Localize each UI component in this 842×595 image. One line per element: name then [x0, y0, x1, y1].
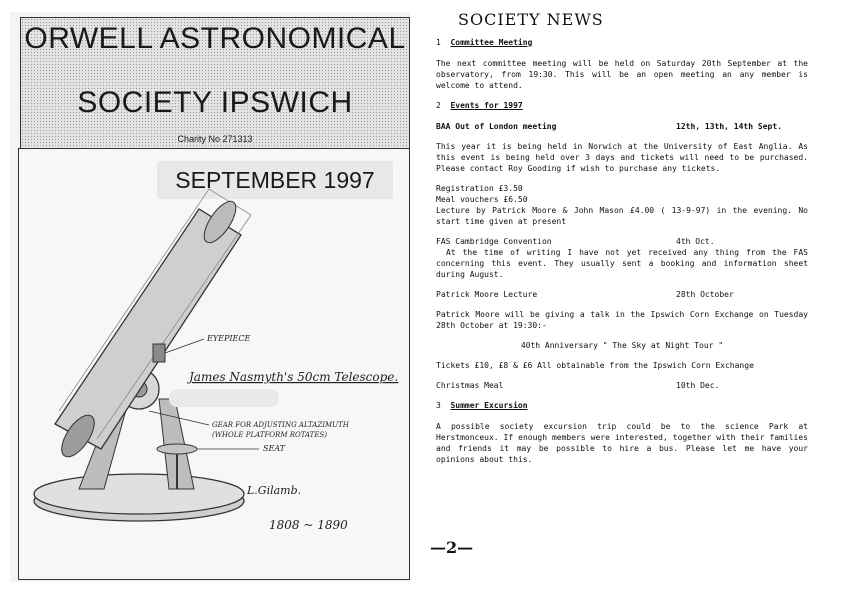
newsletter-cover — [10, 12, 410, 582]
anniversary-tour: 40th Anniversary " The Sky at Night Tour " — [520, 341, 724, 350]
event-patrick-moore — [436, 289, 808, 300]
event-name: BAA Out of London meeting — [436, 122, 557, 131]
nasmyth-dates: 1808 ~ 1890 — [269, 518, 348, 532]
news-title: SOCIETY NEWS — [458, 10, 604, 29]
event-name: FAS Cambridge Convention — [436, 237, 552, 246]
fas-paragraph: At the time of writing I have not yet received any thing from the FAS concerning this event. They usually sent a booking and information sheet during August. — [436, 248, 808, 279]
section-number: 2 — [436, 101, 441, 110]
event-date: 4th Oct. — [676, 237, 715, 246]
section-number: 3 — [436, 401, 441, 410]
event-baa — [436, 121, 808, 132]
telescope-illustration — [19, 149, 409, 579]
issue-month: SEPTEMBER 1997 — [157, 161, 393, 199]
page-number: —2— — [430, 538, 474, 557]
event-name: Patrick Moore Lecture — [436, 290, 538, 299]
label-eyepiece: EYEPIECE — [207, 334, 251, 343]
label-seat: SEAT — [263, 444, 285, 453]
registration-price: Registration £3.50 — [436, 184, 523, 193]
excursion-paragraph: A possible society excursion trip could be to the science Park at Herstmonceux. If enough members were interested, together with their families and friends it may be possible to hire a bus. Please let me have your opinions about this. — [436, 422, 808, 464]
platform-top — [34, 474, 244, 514]
event-date: 12th, 13th, 14th Sept. — [676, 122, 782, 131]
masthead — [20, 17, 410, 154]
cover-illustration-frame — [18, 148, 410, 580]
label-gear-line1: GEAR FOR ADJUSTING ALTAZIMUTH — [212, 421, 349, 429]
event-name: Christmas Meal — [436, 381, 504, 390]
illustration-caption: James Nasmyth's 50cm Telescope. — [189, 370, 399, 384]
baa-paragraph: This year it is being held in Norwich at the University of East Anglia. As this event is being held over 3 days and tickets will need to be purchased. Please contact Roy Gooding if wish to purchase any tickets. — [436, 142, 808, 173]
faint-stamp — [169, 389, 279, 407]
label-gear-line2: (WHOLE PLATFORM ROTATES) — [212, 431, 327, 439]
section-heading-events — [436, 100, 808, 111]
tickets-paragraph: Tickets £10, £8 & £6 All obtainable from the Ipswich Corn Exchange — [436, 361, 754, 370]
charity-number: Charity No 271313 — [177, 134, 253, 144]
society-title-line2: SOCIETY IPSWICH — [77, 86, 353, 119]
lecture-price: Lecture by Patrick Moore & John Mason £4.00 ( 13-9-97) in the evening. No start time given at present — [436, 206, 808, 226]
section-title: Events for 1997 — [450, 101, 523, 110]
eyepiece — [153, 344, 165, 362]
meal-voucher-price: Meal vouchers £6.50 — [436, 195, 528, 204]
artist-signature: L.Gilamb. — [247, 484, 302, 497]
event-christmas-meal — [436, 380, 808, 391]
society-news-page — [436, 10, 808, 474]
committee-paragraph: The next committee meeting will be held on Saturday 20th September at the observatory, from 19:30. This will be an open meeting an any member is welcome to attend. — [436, 59, 808, 90]
section-heading-committee — [436, 37, 808, 48]
section-title: Committee Meeting — [450, 38, 533, 47]
event-date: 10th Dec. — [676, 381, 720, 390]
baa-prices — [436, 183, 808, 227]
section-title: Summer Excursion — [450, 401, 528, 410]
telescope-tube — [55, 209, 241, 449]
society-title-line1: ORWELL ASTRONOMICAL — [24, 22, 406, 55]
event-fas — [436, 236, 808, 247]
seat — [157, 444, 197, 454]
section-number: 1 — [436, 38, 441, 47]
patrick-moore-paragraph: Patrick Moore will be giving a talk in the Ipswich Corn Exchange on Tuesday 28th October at 19:30:- — [436, 310, 808, 330]
event-date: 28th October — [676, 290, 734, 299]
section-heading-excursion — [436, 400, 808, 411]
